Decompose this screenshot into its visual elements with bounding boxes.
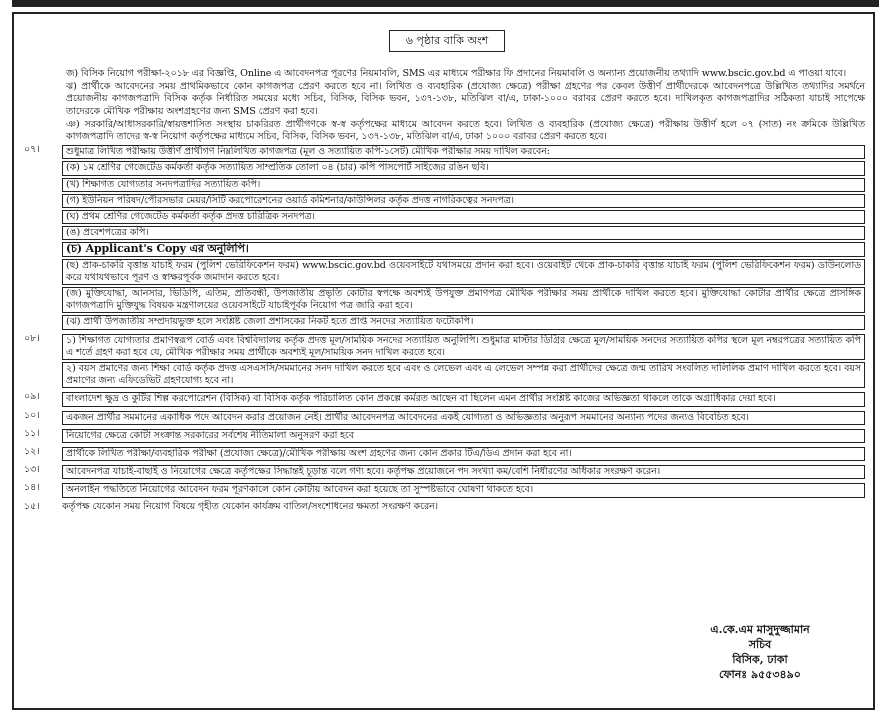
sub-item: (চ) Applicant's Copy এর অনুলিপি। (62, 242, 865, 256)
intro-para-ya: ঞ) সরকারি/আধাসরকারি/স্বায়ত্তশাসিত সংস্থায় চাকরিরত প্রার্থীগণকে স্ব-স্ব কর্তৃপক্ষের মাধ্যমে আবেদন করতে হবে। লিখিত ও ব্যবহারিক (প্রযোজ্য ক্ষেত্রে) পরীক্ষায় উত্তীর্ণ হলে ০৭ (সাত) নং ক্রমিকে উল্লিখিত কাগজপত্রাদি তাদের স্ব-স্ব নিয়োগ কর্তৃপক্ষের মাধ্যমে সচিব, বিসিক, বিসিক ভবন, ১৩৭-১৩৮, মতিঝিল বা/এ, ঢাকা ১০০০ বরাবর প্রেরণ করতে হবে। (66, 118, 865, 143)
item-text: কর্তৃপক্ষ যেকোন সময় নিয়োগ বিষয়ে গৃহীত যেকোন কার্যক্রম বাতিল/সংশোধনের ক্ষমতা সংরক্ষণ করেন। (62, 500, 438, 512)
sub-item: (ঝ) প্রার্থী উপজাতীয় সম্প্রদায়ভুক্ত হলে সংশ্লিষ্ট জেলা প্রশাসকের নিকট হতে প্রাপ্ত সনদের সত্যায়িত ফটোকপি। (62, 315, 865, 329)
item-number: ১৫। (24, 500, 40, 512)
item-15 (22, 501, 865, 513)
item-14 (22, 482, 865, 499)
signature-block (660, 622, 860, 682)
signatory-org: বিসিক, ঢাকা (732, 653, 788, 666)
item-text: বাংলাদেশ ক্ষুদ্র ও কুটির শিল্প করপোরেশন (বিসিক) বা বিসিক কর্তৃক পরিচালিত কোন প্রকল্পে কর্মরত আছেন বা ছিলেন এমন প্রার্থীর সংশ্লিষ্ট কাজের অভিজ্ঞতা থাকলে তাকে অগ্রাধিকার দেয়া হবে। (62, 392, 865, 406)
item-number: ১২। (24, 446, 40, 458)
top-rule (12, 0, 879, 7)
item-08 (22, 333, 865, 391)
item-10 (22, 410, 865, 427)
item-number: ০৯। (24, 391, 40, 403)
item-number: ১৩। (24, 464, 40, 476)
signatory-designation: সচিব (748, 638, 772, 651)
continuation-header: ৬ পৃষ্ঠার বাকি অংশ (389, 30, 505, 52)
item-text: একজন প্রার্থীর সমমানের একাধিক পদে আবেদন করার প্রয়োজন নেই। প্রার্থীর আবেদনপত্র আবেদনের একই যোগ্যতা ও অভিজ্ঞতার অনুরূপ সমমানের অন্যান্য পদের জন্যও বিবেচিত হবে। (62, 411, 865, 425)
sub-item: (গ) ইউনিয়ন পরিষদ/পৌরসভার মেয়র/সিটি করপোরেশনের ওয়ার্ড কমিশনার/কাউন্সিলর কর্তৃক প্রদত্ত নাগরিকত্বের সনদপত্র। (62, 194, 865, 208)
intro-para-jho: ঝ) প্রার্থীকে আবেদনের সময় প্রাথমিকভাবে কোন কাগজপত্র প্রেরণ করতে হবে না। লিখিত ও ব্যবহারিক (প্রযোজ্য ক্ষেত্রে) পরীক্ষা গ্রহণের পর কেবল উত্তীর্ণ প্রার্থীদেরকে আবেদনপত্রে উল্লিখিত তথ্যাদির সমর্থনে প্রয়োজনীয় কাগজপত্রাদি বিসিক কর্তৃক নির্ধারিত সময়ের মধ্যে সচিব, বিসিক, বিসিক ভবন, ১৩৭-১৩৮, মতিঝিল বা/এ, ঢাকা-১০০০ বরাবর প্রেরণ করতে হবে। দাখিলকৃত কাগজপত্রাদির সঠিকতা যাচাই সাপেক্ষে তাদেরকে মৌখিক পরীক্ষায় অংশগ্রহণের জন্য SMS প্রেরণ করা হবে। (66, 81, 865, 117)
item-number: ১১। (24, 427, 40, 439)
item-07 (22, 144, 865, 331)
sub-item: (ঘ) প্রথম শ্রেণির গেজেটেড কর্মকর্তা কর্তৃক প্রদত্ত চারিত্রিক সনদপত্র। (62, 210, 865, 224)
item-09 (22, 391, 865, 408)
item-text: অনলাইন পদ্ধতিতে নিয়োগের আবেদন ফরম পূরণকালে কোন কোটায় আবেদন করা হয়েছে তা সুস্পষ্টভাবে ঘোষণা থাকতে হবে। (62, 483, 865, 497)
item-11 (22, 428, 865, 445)
sub-item: (ঙ) প্রবেশপত্রের কপি। (62, 226, 865, 240)
item-text: নিয়োগের ক্ষেত্রে কোটা সংক্রান্ত সরকারের সর্বশেষ নীতিমালা অনুসরণ করা হবে (62, 429, 865, 443)
item-text: আবেদনপত্র যাচাই-বাছাই ও নিয়োগের ক্ষেত্রে কর্তৃপক্ষের সিদ্ধান্তই চূড়ান্ত বলে গণ্য হবে। কর্তৃপক্ষ প্রয়োজনে পদ সংখ্যা কম/বেশি নির্ধারণের অধিকার সংরক্ষণ করেন। (62, 465, 865, 479)
item-number: ১০। (24, 409, 40, 421)
item-number: ১৪। (24, 482, 40, 494)
sub-item: (খ) শিক্ষাগত যোগ্যতার সনদপত্রাদির সত্যায়িত কপি। (62, 178, 865, 192)
signatory-phone: ফোনঃ ৯৫৫৩৪৯০ (719, 668, 801, 681)
signatory-name: এ.কে.এম মাসুদুজ্জামান (710, 623, 810, 636)
item-text: শুধুমাত্র লিখিত পরীক্ষায় উত্তীর্ণ প্রার্থীগণ নিম্নলিখিত কাগজপত্র (মূল ও সত্যায়িত কপি-১সেট) মৌখিক পরীক্ষার সময় দাখিল করবেন: (62, 145, 865, 159)
notice-body (22, 68, 865, 514)
item-12 (22, 446, 865, 463)
item-number: ০৭। (24, 144, 40, 156)
item-text: প্রার্থীকে লিখিত পরীক্ষা/ব্যবহারিক পরীক্ষা (প্রযোজ্য ক্ষেত্রে)/মৌখিক পরীক্ষায় অংশ গ্রহণের জন্য কোন প্রকার টিএ/ডিএ প্রদান করা হবে না। (62, 447, 865, 461)
intro-para-jha: জ) বিসিক নিয়োগ পরীক্ষা-২০১৮ এর বিজ্ঞপ্তি, Online এ আবেদনপত্র পূরণের নিয়মাবলি, SMS এর মাধ্যমে পরীক্ষার ফি প্রদানের নিয়মাবলি ও অন্যান্য প্রয়োজনীয় তথ্যাদি www.bscic.gov.bd এ পাওয়া যাবে। (66, 68, 847, 79)
sub-item: (জ) মুক্তিযোদ্ধা, আনসার, ভিডিপি, এতিম, প্রতিবন্ধী, উপজাতীয় প্রভৃতি কোটার স্বপক্ষে অবশ্যই উপযুক্ত প্রমাণপত্র মৌখিক পরীক্ষার সময় প্রার্থীকে দাখিল করতে হবে। মুক্তিযোদ্ধা কোটার প্রার্থীর ক্ষেত্রে প্রাসঙ্গিক কাগজপত্রাদি মুক্তিযুদ্ধ বিষয়ক মন্ত্রণালয়ের ওয়েবসাইটে যাচাইপূর্বক নিয়োগ পত্র জারি করা হবে। (62, 287, 865, 313)
sub-item: ২) বয়স প্রমাণের জন্য শিক্ষা বোর্ড কর্তৃক প্রদত্ত এসএসসি/সমমানের সনদ দাখিল করতে হবে এবং ও লেভেল এবং এ লেভেল সম্পন্ন করা প্রার্থীদের ক্ষেত্রে জন্ম তারিখ সংবলিত দালিলিক প্রমাণ দাখিল করতে হবে। বয়স প্রমাণের জন্য এফিডেভিট গ্রহণযোগ্য হবে না। (62, 362, 865, 388)
item-13 (22, 464, 865, 481)
sub-item: (ছ) প্রাক-চাকরি বৃত্তান্ত যাচাই ফরম (পুলিশ ভেরিফিকেশন ফরম) www.bscic.gov.bd ওয়েবসাইটে যথাসময়ে প্রদান করা হবে। ওয়েবাইট থেকে প্রাক-চাকরি বৃত্তান্ত যাচাই ফরম (পুলিশ ভেরিফিকেশন ফরম) ডাউনলোড করে যথাযথভাবে পূরণ ও স্বাক্ষরপূর্বক জমাদান করতে হবে। (62, 259, 865, 285)
item-number: ০৮। (24, 332, 40, 344)
sub-item: ১) শিক্ষাগত যোগ্যতার প্রমাণস্বরূপ বোর্ড এবং বিশ্ববিদ্যালয় কর্তৃক প্রদত্ত মূল/সাময়িক সনদের সত্যায়িত অনুলিপি। শুধুমাত্র মাস্টার ডিগ্রির ক্ষেত্রে মূল/সাময়িক সনদের সত্যায়িত কপির স্থলে মূল নম্বরপত্রের সত্যায়িত কপি এ শর্তে গ্রহণ করা হবে যে, মৌখিক পরীক্ষার সময় প্রার্থীকে অবশ্যই মূল/সাময়িক সনদ দাখিল করতে হবে। (62, 334, 865, 360)
sub-item: (ক) ১ম শ্রেণির গেজেটেড কর্মকর্তা কর্তৃক সত্যায়িত সাম্প্রতিক তোলা ০৪ (চার) কপি পাসপোর্ট সাইজের রঙিন ছবি। (62, 161, 865, 175)
